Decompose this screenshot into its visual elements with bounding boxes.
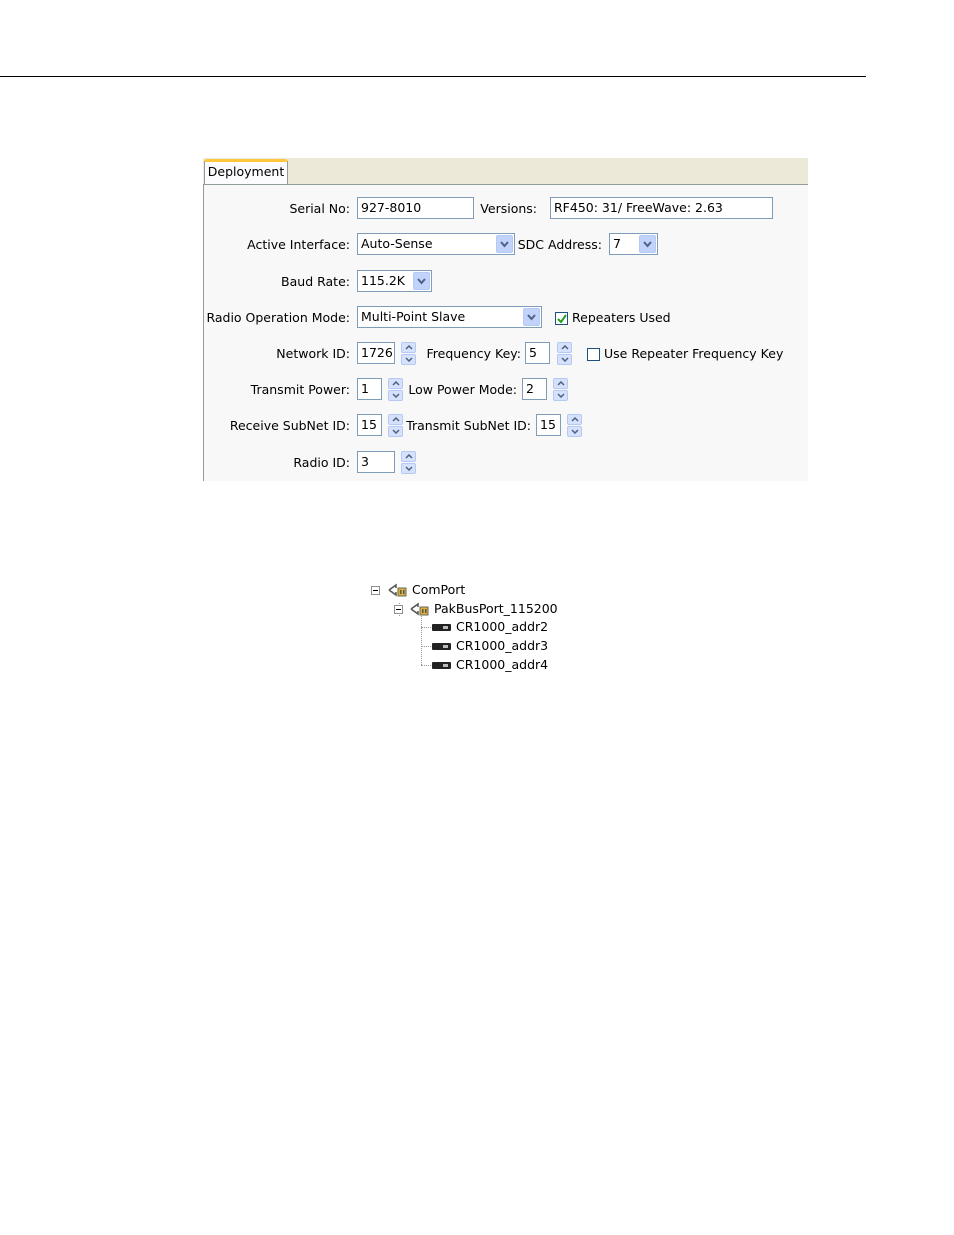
spin-down-icon[interactable]	[553, 390, 568, 401]
chevron-down-icon[interactable]	[523, 308, 540, 326]
spin-up-icon[interactable]	[557, 342, 572, 353]
radio-id-spinner[interactable]	[401, 451, 416, 475]
spin-down-icon[interactable]	[401, 354, 416, 365]
repeaters-used-label[interactable]: Repeaters Used	[572, 310, 671, 325]
baud-rate-select[interactable]	[357, 270, 432, 292]
deployment-form	[203, 185, 808, 481]
serial-no-field[interactable]: 927-8010	[357, 197, 474, 219]
baud-rate-value: 115.2K	[361, 273, 405, 288]
chevron-down-icon[interactable]	[496, 235, 513, 253]
page-header-rule	[0, 76, 866, 77]
use-repeater-frequency-key-checkbox[interactable]	[587, 348, 600, 361]
use-repeater-frequency-key-label[interactable]: Use Repeater Frequency Key	[604, 346, 784, 361]
tree-node-pakbusport[interactable]: PakBusPort_115200	[434, 601, 558, 616]
network-id-field[interactable]: 1726	[357, 342, 395, 364]
transmit-power-spinner[interactable]	[388, 378, 403, 402]
transmit-power-field[interactable]: 1	[357, 378, 382, 400]
tree-node-device[interactable]: CR1000_addr4	[456, 657, 549, 672]
spin-up-icon[interactable]	[567, 414, 582, 425]
chevron-down-icon[interactable]	[413, 272, 430, 290]
spin-down-icon[interactable]	[557, 354, 572, 365]
network-tree	[368, 580, 588, 680]
serial-no-label: Serial No:	[289, 201, 350, 216]
spin-down-icon[interactable]	[567, 426, 582, 437]
transmit-power-label: Transmit Power:	[250, 382, 350, 397]
sdc-address-select[interactable]	[609, 233, 658, 255]
spin-down-icon[interactable]	[401, 463, 416, 474]
versions-field[interactable]: RF450: 31/ FreeWave: 2.63	[550, 197, 773, 219]
spin-down-icon[interactable]	[388, 426, 403, 437]
sdc-address-label: SDC Address:	[517, 237, 602, 252]
low-power-mode-spinner[interactable]	[553, 378, 568, 402]
radio-operation-mode-select[interactable]	[357, 306, 542, 328]
spin-up-icon[interactable]	[401, 451, 416, 462]
checkmark-icon	[557, 314, 567, 324]
active-interface-select[interactable]	[357, 233, 515, 255]
tab-deployment[interactable]: Deployment	[204, 159, 288, 184]
frequency-key-field[interactable]: 5	[525, 342, 550, 364]
radio-operation-mode-value: Multi-Point Slave	[361, 309, 466, 324]
low-power-mode-field[interactable]: 2	[522, 378, 547, 400]
transmit-subnet-id-label: Transmit SubNet ID:	[406, 418, 531, 433]
chevron-down-icon[interactable]	[639, 235, 656, 253]
spin-up-icon[interactable]	[388, 378, 403, 389]
baud-rate-label: Baud Rate:	[281, 274, 350, 289]
tree-node-comport[interactable]: ComPort	[412, 582, 466, 597]
spin-down-icon[interactable]	[388, 390, 403, 401]
receive-subnet-id-field[interactable]: 15	[357, 414, 382, 436]
receive-subnet-id-spinner[interactable]	[388, 414, 403, 438]
versions-label: Versions:	[480, 201, 537, 216]
low-power-mode-label: Low Power Mode:	[408, 382, 517, 397]
tree-node-device[interactable]: CR1000_addr2	[456, 619, 549, 634]
transmit-subnet-id-field[interactable]: 15	[536, 414, 561, 436]
frequency-key-spinner[interactable]	[557, 342, 572, 366]
tree-connector	[421, 627, 431, 628]
spin-up-icon[interactable]	[553, 378, 568, 389]
radio-id-field[interactable]: 3	[357, 451, 395, 473]
tab-strip	[203, 158, 808, 185]
sdc-address-value: 7	[613, 236, 621, 251]
radio-id-label: Radio ID:	[293, 455, 350, 470]
frequency-key-label: Frequency Key:	[426, 346, 521, 361]
radio-operation-mode-label: Radio Operation Mode:	[206, 310, 350, 325]
tree-connector	[421, 613, 422, 665]
comport-icon	[387, 582, 409, 598]
spin-up-icon[interactable]	[388, 414, 403, 425]
tree-connector	[421, 646, 431, 647]
pakbus-port-icon	[409, 601, 431, 617]
deployment-panel	[203, 158, 808, 481]
spin-up-icon[interactable]	[401, 342, 416, 353]
collapse-icon[interactable]	[371, 586, 380, 595]
transmit-subnet-id-spinner[interactable]	[567, 414, 582, 438]
datalogger-icon	[432, 662, 451, 669]
datalogger-icon	[432, 624, 451, 631]
datalogger-icon	[432, 643, 451, 650]
tree-node-device[interactable]: CR1000_addr3	[456, 638, 549, 653]
collapse-icon[interactable]	[394, 605, 403, 614]
network-id-label: Network ID:	[276, 346, 350, 361]
active-interface-label: Active Interface:	[247, 237, 350, 252]
network-id-spinner[interactable]	[401, 342, 416, 366]
repeaters-used-checkbox[interactable]	[555, 312, 568, 325]
receive-subnet-id-label: Receive SubNet ID:	[229, 418, 350, 433]
active-interface-value: Auto-Sense	[361, 236, 433, 251]
tree-connector	[421, 665, 431, 666]
